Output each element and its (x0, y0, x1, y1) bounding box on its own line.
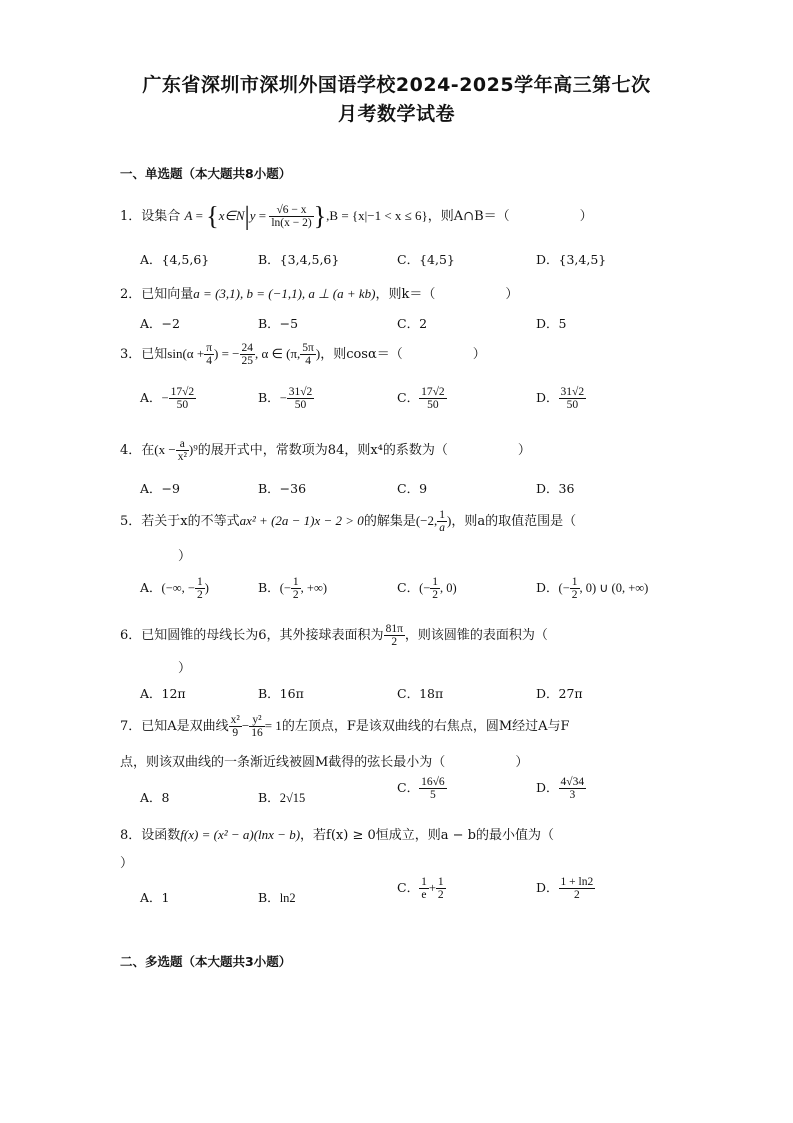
section-heading-single-choice: 一、单选题（本大题共8小题） (120, 166, 292, 181)
q5-option-b[interactable]: B．(− $\frac{1}{2}$ , +∞) (258, 576, 328, 602)
q7-option-c[interactable]: C． $\frac{16√6}{5}$ (397, 776, 445, 802)
q1-option-a[interactable]: A．{4,5,6} (140, 252, 210, 267)
q6-option-d[interactable]: D．27π (536, 686, 583, 701)
q8-option-c[interactable]: C． $\frac{1}{e}$ + $\frac{1}{2}$ (397, 876, 444, 902)
q4-option-b[interactable]: B．−36 (258, 481, 307, 496)
question-number: 3． (120, 347, 142, 362)
q5-option-d[interactable]: D．(− $\frac{1}{2}$ , 0) ∪ (0, +∞) (536, 576, 649, 602)
q2-option-d[interactable]: D．5 (536, 316, 567, 331)
question-1: 1．设集合 A = {x∈N|y = $\frac{√6 - x}{\ln(x - 2)}$ },B = {x|−1 < x ≤ 6}，则A∩B＝（ ） (120, 201, 593, 231)
q3-option-b[interactable]: B．− $\frac{31√2}{50}$ (258, 386, 313, 412)
set-element: x∈N (218, 208, 245, 223)
question-4: 4．在(x − $\frac{a}{\text{x²}}$ )⁹的展开式中，常数项为84，则x⁴的系数为（ ） (120, 437, 531, 463)
q7-option-b[interactable]: B．2√15 (258, 790, 306, 805)
q8-close-paren: ） (120, 856, 134, 871)
section-heading-multiple-choice: 二、多选题（本大题共3小题） (120, 954, 292, 969)
q8-option-d[interactable]: D． $\frac{1 + \ln 2}{2}$ (536, 876, 594, 902)
question-number: 2． (120, 287, 142, 302)
question-text: 已知向量 (141, 287, 194, 302)
q2-option-a[interactable]: A．−2 (140, 316, 180, 331)
question-7: 7．已知A是双曲线 $\frac{\text{x²}}{9}$ − $\frac{\text{y²}}{16}$ = 1的左顶点，F是该双曲线的右焦点，圆M经过A与F (120, 713, 570, 739)
q1-option-d[interactable]: D．{3,4,5} (536, 252, 607, 267)
question-text: 设集合 (141, 209, 181, 224)
question-2: 2．已知向量a = (3,1), b = (−1,1), a ⊥ (a + kb)，则k＝（ ） (120, 286, 519, 302)
q7-option-a[interactable]: A．8 (140, 790, 170, 805)
question-3: 3．已知sin(α + $\frac{\pi}{4}$ ) = − $\frac{24}{25}$ , α ∈ (π, $\frac{5\pi}{4}$ )，则cosα＝（ ） (120, 341, 486, 367)
q2-option-c[interactable]: C．2 (397, 316, 428, 331)
exam-title-line1: 广东省深圳市深圳外国语学校2024-2025学年高三第七次 (142, 74, 651, 96)
exam-title-line2: 月考数学试卷 (337, 103, 455, 125)
q4-option-d[interactable]: D．36 (536, 481, 575, 496)
set-b: ,B = {x|−1 < x ≤ 6} (326, 208, 428, 223)
q3-option-a[interactable]: A．− $\frac{17√2}{50}$ (140, 386, 195, 412)
function-fraction: $\frac{√6 - x}{\ln(x - 2)}$ (271, 203, 312, 229)
question-number: 4． (120, 443, 142, 458)
q5-option-c[interactable]: C．(− $\frac{1}{2}$ , 0) (397, 576, 457, 602)
q2-option-b[interactable]: B．−5 (258, 316, 299, 331)
q5-close-paren: ） (178, 549, 192, 564)
question-6: 6．已知圆锥的母线长为6，其外接球表面积为 $\frac{81\pi}{2}$ ，则该圆锥的表面积为（ (120, 622, 548, 648)
question-number: 8． (120, 828, 142, 843)
q6-option-a[interactable]: A．12π (140, 686, 186, 701)
question-number: 5． (120, 514, 142, 529)
question-suffix: ，则A∩B＝（ (427, 209, 510, 224)
vector-math: a = (3,1), b = (−1,1), a ⊥ (a + kb) (193, 286, 376, 301)
q6-option-b[interactable]: B．16π (258, 686, 304, 701)
q5-option-a[interactable]: A．(−∞, − $\frac{1}{2}$ ) (140, 576, 209, 602)
q3-option-c[interactable]: C． $\frac{17√2}{50}$ (397, 386, 445, 412)
q8-option-a[interactable]: A．1 (140, 890, 170, 905)
question-5: 5．若关于x的不等式ax² + (2a − 1)x − 2 > 0的解集是(−2, $\frac{1}{a}$ )，则a的取值范围是（ (120, 508, 577, 534)
q1-option-c[interactable]: C．{4,5} (397, 252, 455, 267)
q6-option-c[interactable]: C．18π (397, 686, 444, 701)
question-number: 6． (120, 628, 142, 643)
q4-option-c[interactable]: C．9 (397, 481, 428, 496)
q4-option-a[interactable]: A．−9 (140, 481, 180, 496)
question-number: 7． (120, 719, 142, 734)
question-8: 8．设函数f(x) = (x² − a)(lnx − b)，若f(x) ≥ 0恒成立，则a − b的最小值为（ (120, 827, 554, 843)
question-number: 1． (120, 209, 142, 224)
q7-option-d[interactable]: D． $\frac{4√34}{3}$ (536, 776, 585, 802)
q8-option-b[interactable]: B．ln2 (258, 890, 296, 905)
question-7-line2: 点，则该双曲线的一条渐近线被圆M截得的弦长最小为（ ） (120, 755, 529, 770)
q3-option-d[interactable]: D． $\frac{31√2}{50}$ (536, 386, 585, 412)
q1-option-b[interactable]: B．{3,4,5,6} (258, 252, 340, 267)
q6-close-paren: ） (178, 661, 192, 676)
